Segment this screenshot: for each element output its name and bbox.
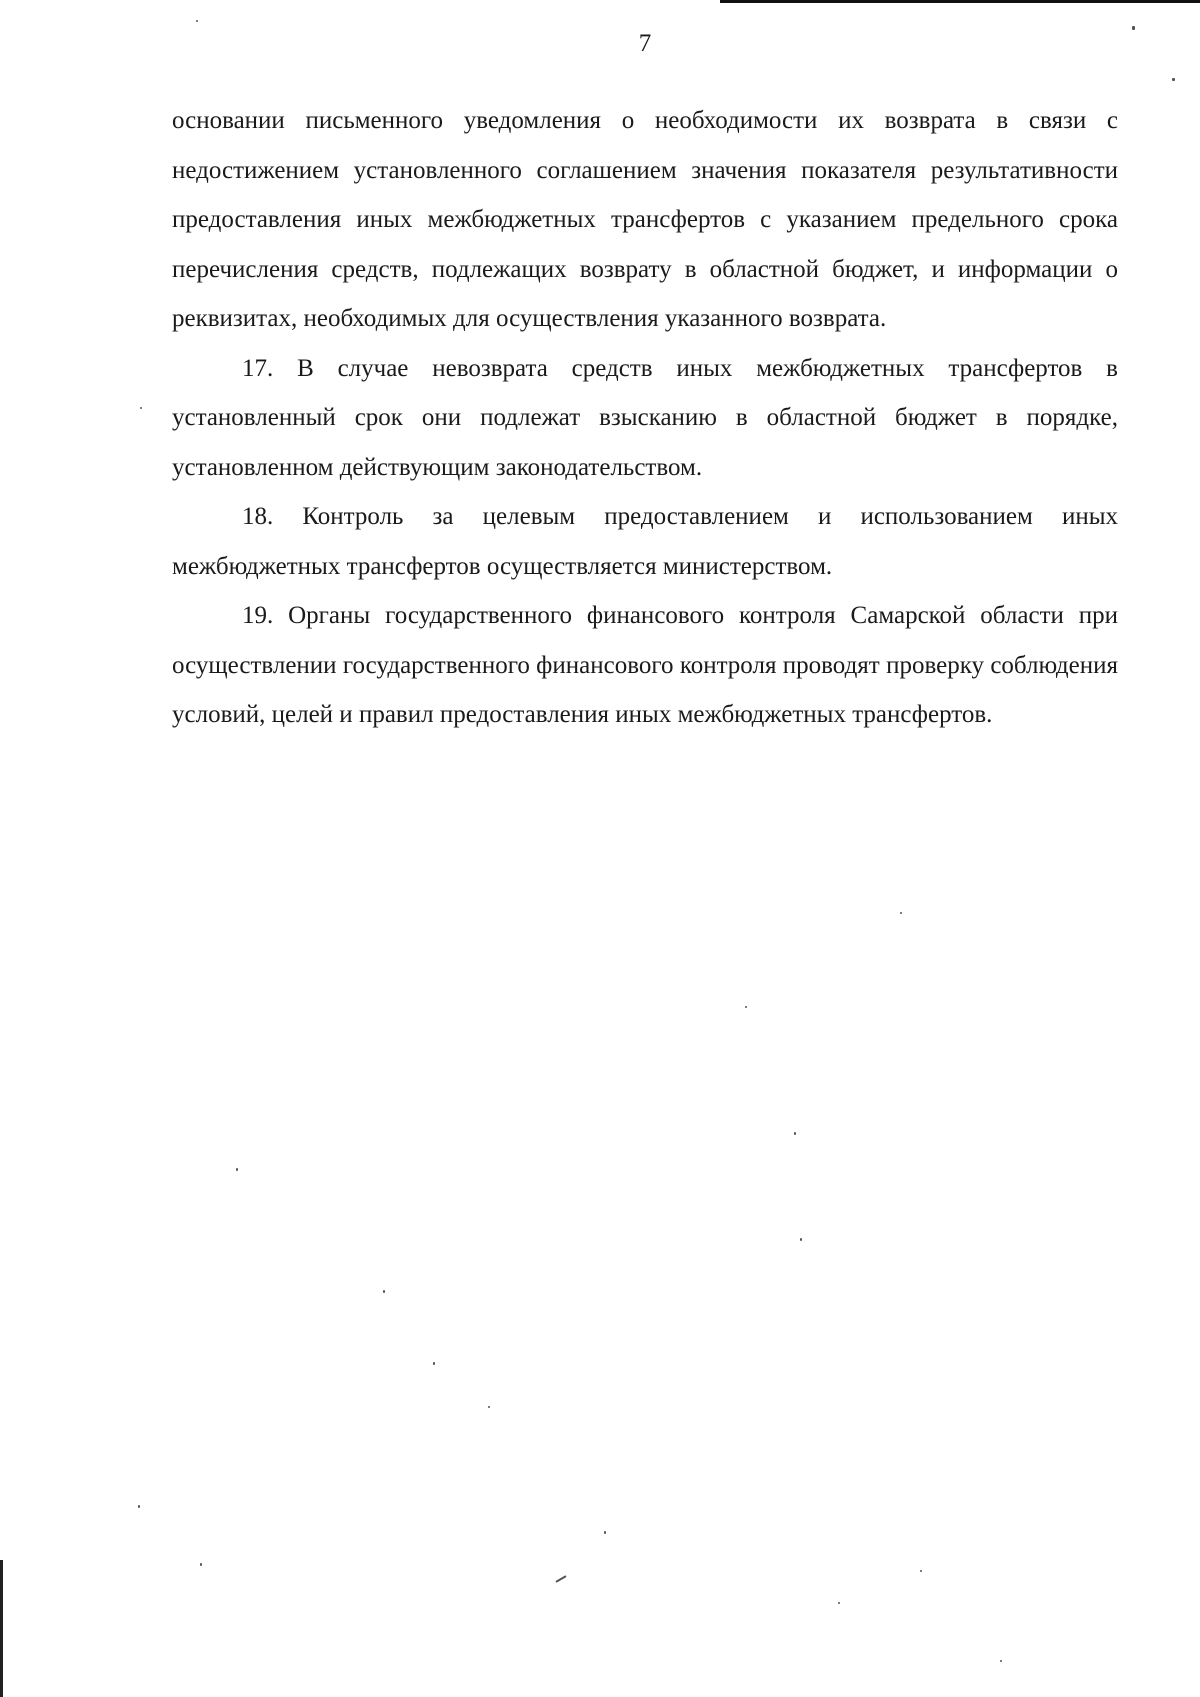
scan-speck bbox=[433, 1362, 435, 1365]
scan-speck bbox=[1172, 78, 1175, 81]
scan-speck bbox=[920, 1570, 922, 1572]
scan-speck bbox=[800, 1238, 802, 1241]
paragraph-item-17: 17. В случае невозврата средств иных межбюджетных трансфертов в установленный срок они подлежат взысканию в областной бюджет в порядке, установленном действующим законодательством. bbox=[172, 354, 1118, 481]
page-number: 7 bbox=[638, 30, 652, 57]
paragraph-continuation: основании письменного уведомления о необходимости их возврата в связи с недостижением установленного соглашением значения показателя результативности предоставления иных межбюджетных трансфертов с указанием предельного срока перечисления средств, подлежащих возврату в областной бюджет, и информации о реквизитах, необходимых для осуществления указанного возврата. bbox=[172, 107, 1118, 332]
paragraph-item-19: 19. Органы государственного финансового контроля Самарской области при осуществлении государственного финансового контроля проводят проверку соблюдения условий, целей и правил предоставления иных межбюджетных трансфертов. bbox=[172, 602, 1118, 728]
scan-speck bbox=[196, 20, 198, 22]
scan-speck bbox=[745, 1006, 747, 1008]
scan-speck bbox=[838, 1602, 840, 1604]
scan-speck bbox=[383, 1290, 385, 1293]
scan-speck bbox=[604, 1531, 606, 1534]
scan-speck bbox=[140, 407, 142, 409]
scan-speck bbox=[1132, 26, 1135, 30]
scan-speck bbox=[488, 1406, 490, 1408]
paragraph-item-18: 18. Контроль за целевым предоставлением и использованием иных межбюджетных трансфертов осуществляется министерством. bbox=[172, 503, 1118, 580]
scan-top-edge-line bbox=[720, 0, 1200, 3]
scan-speck bbox=[555, 1575, 566, 1583]
document-body bbox=[172, 96, 1118, 740]
scan-speck bbox=[1000, 1660, 1002, 1662]
scan-speck bbox=[138, 1505, 140, 1508]
scan-speck bbox=[794, 1132, 796, 1135]
scan-speck bbox=[200, 1563, 202, 1566]
scan-speck bbox=[900, 912, 902, 914]
scan-left-edge-line bbox=[0, 1560, 3, 1697]
scan-speck bbox=[236, 1168, 238, 1171]
